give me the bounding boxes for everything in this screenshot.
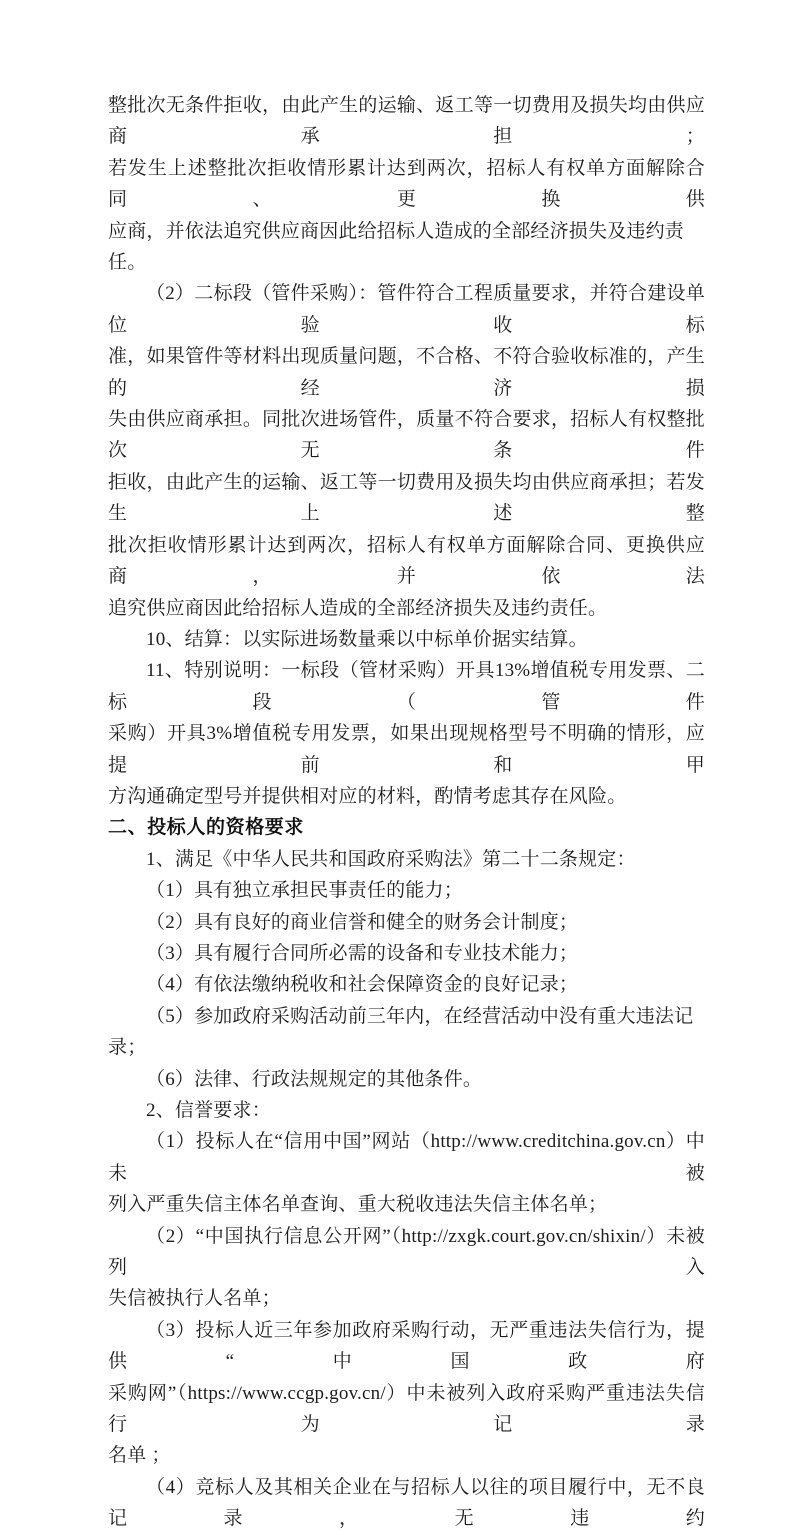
- paragraph: [108, 1126, 705, 1220]
- text-line: （3）具有履行合同所必需的设备和专业技术能力；: [146, 942, 579, 964]
- text-line: 拒收，由此产生的运输、返工等一切费用及损失均由供应商承担；若发生上述整: [108, 471, 705, 525]
- text-line: 采购）开具3%增值税专用发票，如果出现规格型号不明确的情形，应提前和甲: [108, 723, 705, 776]
- paragraph: [108, 1221, 705, 1315]
- text-line: 若发生上述整批次拒收情形累计达到两次，招标人有权单方面解除合同、更换供: [108, 157, 705, 211]
- text-line: （2）二标段（管件采购）：管件符合工程质量要求，并符合建设单位验收标: [108, 283, 705, 336]
- text-line: （1）具有独立承担民事责任的能力；: [146, 880, 463, 902]
- text-line: 整批次无条件拒收，由此产生的运输、返工等一切费用及损失均由供应商承担；: [108, 95, 705, 148]
- text-line: （3）投标人近三年参加政府采购行动，无严重违法失信行为，提供“中国政府: [108, 1319, 705, 1373]
- text-line: 准，如果管件等材料出现质量问题，不合格、不符合验收标准的，产生的经济损: [108, 346, 705, 399]
- paragraph: [108, 1095, 705, 1126]
- text-line: （2）具有良好的商业信誉和健全的财务会计制度；: [146, 911, 579, 933]
- paragraph: [108, 844, 705, 875]
- text-line: （4）有依法缴纳税收和社会保障资金的良好记录；: [146, 974, 579, 996]
- text-line: 名单 ；: [108, 1445, 171, 1467]
- text-line: 1、满足《中华人民共和国政府采购法》第二十二条规定：: [146, 848, 636, 870]
- text-line: 列入严重失信主体名单查询、重大税收违法失信主体名单；: [108, 1194, 608, 1216]
- paragraph: [108, 875, 705, 906]
- text-line: （6）法律、行政法规规定的其他条件。: [146, 1068, 483, 1090]
- paragraph: [108, 1064, 705, 1095]
- paragraph: [108, 655, 705, 812]
- paragraph: [108, 1001, 705, 1064]
- text-line: 应商，并依法追究供应商因此给招标人造成的全部经济损失及违约责任。: [108, 220, 685, 274]
- text-line: （4）竞标人及其相关企业在与招标人以往的项目履行中，无不良记录，无违约: [108, 1476, 705, 1530]
- paragraph: [108, 624, 705, 655]
- document-content: [108, 90, 705, 1535]
- text-line: （2）“中国执行信息公开网”（http://zxgk.court.gov.cn/shixin/）未被列入: [108, 1225, 705, 1279]
- text-line: 方沟通确定型号并提供相对应的材料，酌情考虑其存在风险。: [108, 785, 627, 807]
- text-line: （5）参加政府采购活动前三年内，在经营活动中没有重大违法记录；: [108, 1005, 694, 1059]
- paragraph: [108, 1472, 705, 1535]
- text-line: 失信被执行人名单；: [108, 1288, 281, 1310]
- paragraph: [108, 938, 705, 969]
- text-line: 批次拒收情形累计达到两次，招标人有权单方面解除合同、更换供应商，并依法: [108, 534, 705, 588]
- text-line: 采购网”（https://www.ccgp.gov.cn/）中未被列入政府采购严重违法失信行为记录: [108, 1382, 705, 1436]
- text-line: 二、投标人的资格要求: [108, 817, 305, 839]
- text-line: 追究供应商因此给招标人造成的全部经济损失及违约责任。: [108, 597, 608, 619]
- text-line: 失由供应商承担。同批次进场管件，质量不符合要求，招标人有权整批次无条件: [108, 409, 705, 462]
- paragraph: [108, 90, 705, 278]
- paragraph: [108, 1315, 705, 1472]
- paragraph: [108, 969, 705, 1000]
- text-line: 2、信誉要求：: [146, 1100, 271, 1121]
- section-heading: [108, 812, 705, 843]
- text-line: 10、结算：以实际进场数量乘以中标单价据实结算。: [146, 628, 588, 650]
- text-line: 11、特别说明：一标段（管材采购）开具13%增值税专用发票、二标段（管件: [108, 660, 705, 713]
- paragraph: [108, 278, 705, 623]
- text-line: （1）投标人在“信用中国”网站（http://www.creditchina.gov.cn）中未被: [108, 1131, 705, 1184]
- paragraph: [108, 907, 705, 938]
